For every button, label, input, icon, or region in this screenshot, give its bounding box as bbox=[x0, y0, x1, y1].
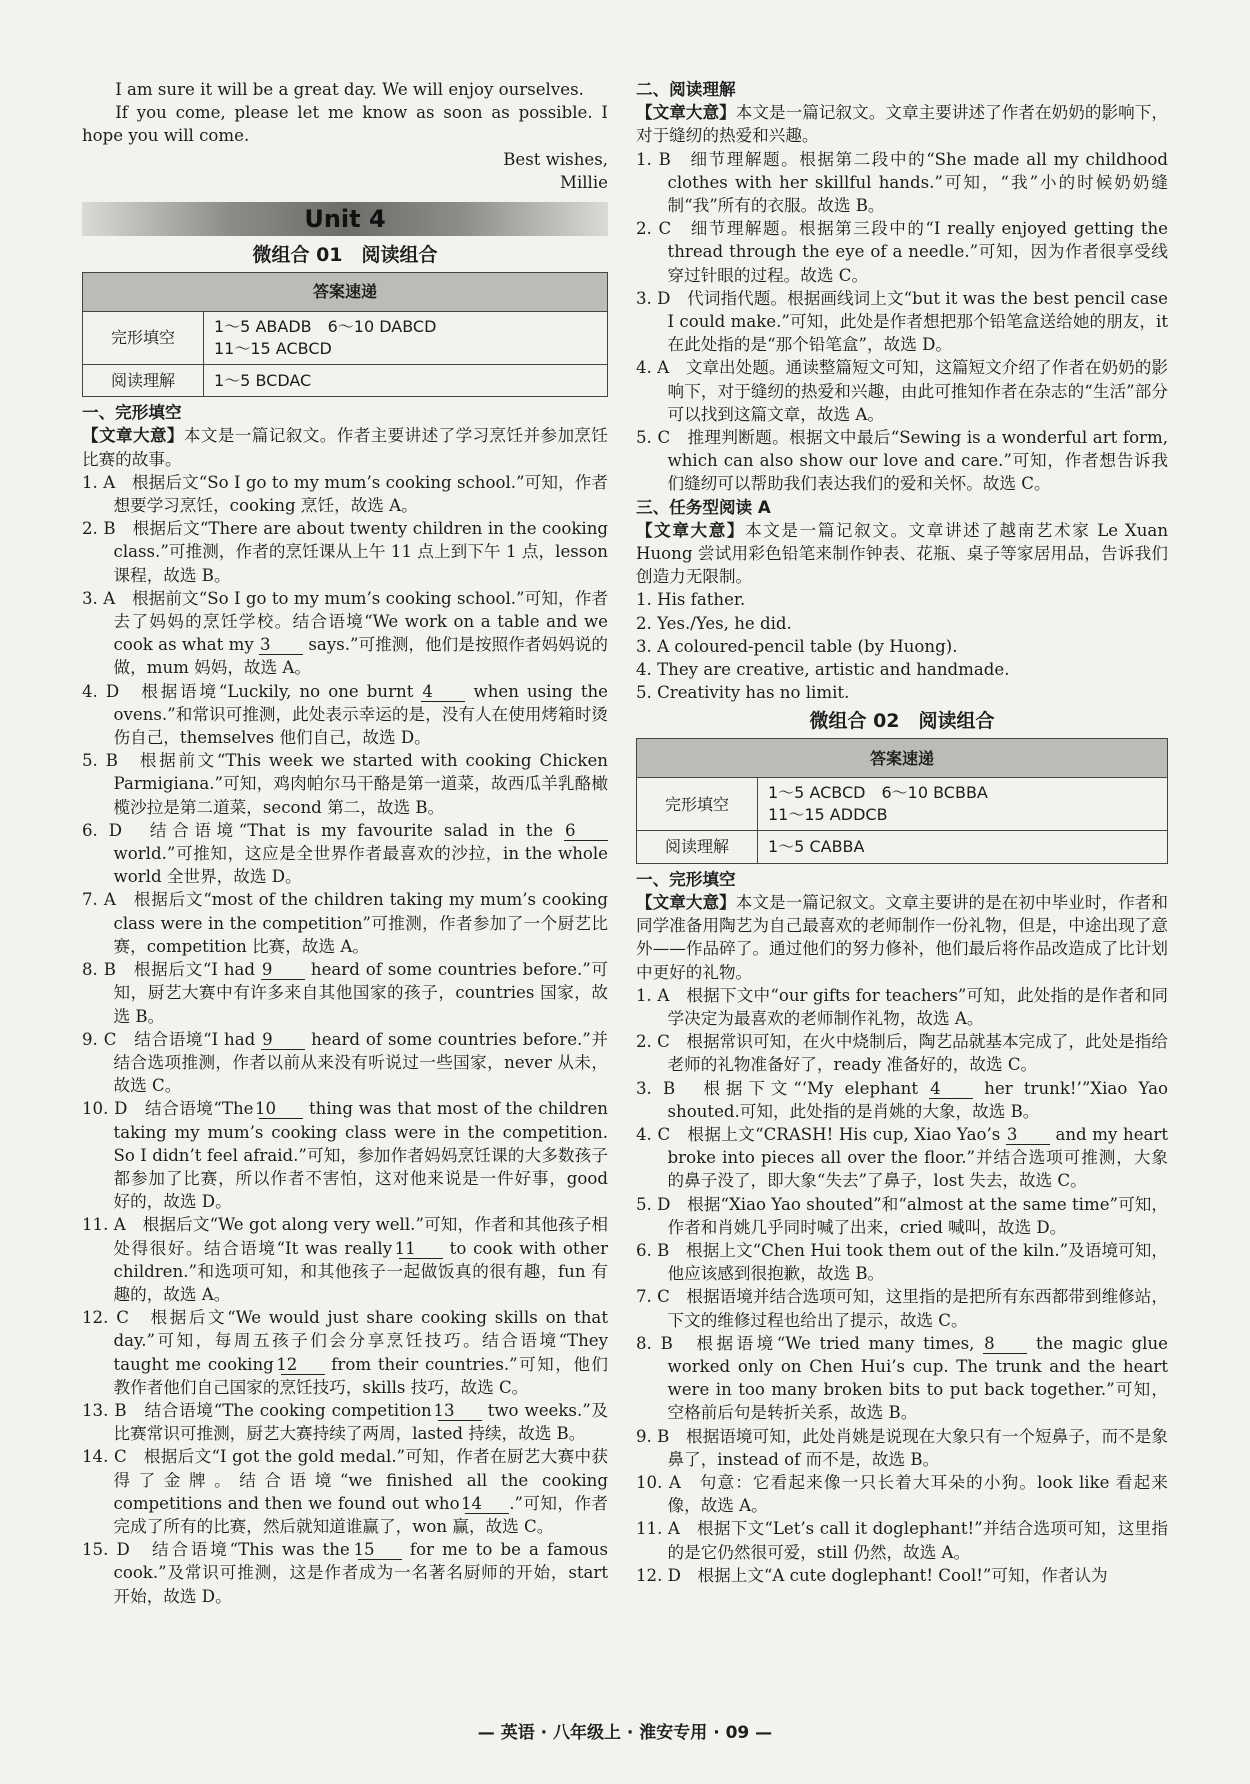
explanation-item bbox=[636, 1285, 1168, 1331]
explanation-item bbox=[82, 1445, 608, 1538]
explanation-item bbox=[82, 749, 608, 819]
answer-line: 4. They are creative, artistic and handmade. bbox=[636, 660, 1010, 680]
explanation-text: 1. A 根据后文“So I go to my mum’s cooking school.”可知，作者想要学习烹饪，cooking 烹饪，故选 A。 bbox=[82, 472, 608, 516]
section-heading: 一、完形填空 bbox=[82, 403, 182, 423]
section-heading: 一、完形填空 bbox=[636, 869, 736, 889]
answer-line: 2. Yes./Yes, he did. bbox=[636, 613, 792, 633]
explanation-text: 6. B 根据上文“Chen Hui took them out of the kiln.”及语境可知，他应该感到很抱歉，故选 B。 bbox=[636, 1240, 1168, 1284]
explanation-text: 8. B 根据语境“We tried many times, bbox=[636, 1333, 984, 1353]
explanation-text: 2. B 根据后文“There are about twenty children in the cooking class.”可推测，作者的烹饪课从上午 11 点上到下午 1 点，lesson 课程，故选 B。 bbox=[82, 519, 608, 585]
explanation-text: from their countries.”可知，他们教作者他们自己国家的烹饪技巧，skills 技巧，故选 C。 bbox=[113, 1354, 608, 1397]
page-footer: — 英语 · 八年级上 · 淮安专用 · 09 — bbox=[477, 1723, 773, 1743]
explanation-item: 4. A 文章出处题。通读整篇短文可知，这篇短文介绍了作者在奶奶的影响下，对于缝纫的热爱和兴趣，由此可推知作者在杂志的“生活”部分可以找到这篇文章，故选 A。 bbox=[636, 358, 1168, 424]
explanation-item bbox=[82, 1097, 608, 1213]
blank-number: 9 bbox=[261, 961, 305, 980]
explanation-text: 5. D 根据“Xiao Yao shouted”和“almost at the same time”可知，作者和肖姚几乎同时喊了出来，cried 喊叫，故选 D。 bbox=[636, 1194, 1168, 1237]
answer-row bbox=[637, 778, 1168, 831]
explanation-text: 2. C 根据常识可知，在火中烧制后，陶艺品就基本完成了，此处是指给老师的礼物准备好了，ready 准备好的，故选 C。 bbox=[636, 1032, 1168, 1075]
summary-text: 本文是一篇记叙文。作者主要讲述了学习烹饪并参加烹饪比赛的故事。 bbox=[82, 426, 609, 469]
explanation-text: heard of some countries before.”并结合选项推测，作者以前从来没有听说过一些国家，never 从未，故选 C。 bbox=[113, 1029, 609, 1096]
answer-line: 5. Creativity has no limit. bbox=[636, 683, 850, 703]
letter-paragraph: I am sure it will be a great day. We will enjoy ourselves. bbox=[115, 80, 584, 99]
unit-title: Unit 4 bbox=[304, 205, 386, 234]
answer-row bbox=[83, 365, 608, 397]
blank-number: 10 bbox=[259, 1100, 303, 1119]
explanation-text: 6. D 结合语境“That is my favourite salad in the bbox=[82, 820, 564, 840]
explanation-text: 14. C 根据后文“I got the gold medal.”可知，作者在厨艺大赛中获得了金牌。结合语境“we finished all the cooking competitions and then we found out who bbox=[82, 1447, 608, 1513]
answer-line: 11～15 ACBCD bbox=[214, 339, 332, 359]
answer-value bbox=[758, 778, 1168, 831]
letter-paragraph: If you come, please let me know as soon as possible. I hope you will come. bbox=[82, 103, 608, 146]
letter-closing: Best wishes, bbox=[503, 149, 608, 169]
explanation-item bbox=[636, 1193, 1168, 1239]
explanation-item bbox=[82, 680, 608, 750]
summary-text: 本文是一篇记叙文。文章讲述了越南艺术家 Le Xuan Huong 尝试用彩色铅笔来制作钟表、花瓶、桌子等家居用品，告诉我们创造力无限制。 bbox=[636, 520, 1169, 587]
explanation-item bbox=[636, 1471, 1168, 1517]
explanation-text: 4. D 根据语境“Luckily, no one burnt bbox=[82, 681, 422, 701]
explanation-text: 3. A 根据前文“So I go to my mum’s cooking school.”可知，作者去了妈妈的烹饪学校。结合语境“We work on a table and we cook as what my bbox=[82, 588, 608, 655]
explanation-text: 7. C 根据语境并结合选项可知，这里指的是把所有东西都带到维修站，下文的维修过程也给出了提示，故选 C。 bbox=[636, 1287, 1168, 1330]
answer-line: 1. His father. bbox=[636, 590, 746, 610]
summary-text: 本文是一篇记叙文。文章主要讲述了作者在奶奶的影响下，对于缝纫的热爱和兴趣。 bbox=[636, 103, 1169, 146]
answer-line: 11～15 ADDCB bbox=[768, 805, 888, 825]
letter-signature: Millie bbox=[559, 172, 608, 192]
explanation-text: 8. B 根据后文“I had bbox=[82, 960, 261, 980]
explanation-text: for me to be a famous cook.”及常识可推测，这是作者成为一名著名厨师的开始，start 开始，故选 D。 bbox=[113, 1540, 608, 1606]
explanation-text: 13. B 结合语境“The cooking competition bbox=[82, 1400, 438, 1420]
explanation-text: .”可知，作者完成了所有的比赛，然后就知道谁赢了，won 赢，故选 C。 bbox=[113, 1493, 608, 1536]
blank-number: 15 bbox=[358, 1541, 402, 1560]
explanation-item bbox=[82, 471, 608, 517]
explanation-text: 7. A 根据后文“most of the children taking my mum’s cooking class were in the competition”可推测，作者参加了一个厨艺比赛，competition 比赛，故选 A。 bbox=[82, 890, 608, 956]
answer-table bbox=[82, 272, 608, 397]
answer-value: 1～5 BCDAC bbox=[204, 365, 608, 397]
blank-number: 12 bbox=[281, 1356, 325, 1375]
section-title: 微组合 01 阅读组合 bbox=[252, 244, 438, 267]
explanation-text: heard of some countries before.”可知，厨艺大赛中有许多来自其他国家的孩子，countries 国家，故选 B。 bbox=[113, 960, 609, 1026]
answer-table-header: 答案速递 bbox=[83, 273, 608, 312]
explanation-item bbox=[636, 1564, 1168, 1587]
explanation-text: and my heart broke into pieces all over the floor.”并结合选项可推测，大象的鼻子没了，即大象“失去”了鼻子，lost 失去，故选 C。 bbox=[667, 1124, 1169, 1191]
explanation-item bbox=[82, 1306, 608, 1399]
answer-value bbox=[204, 312, 608, 365]
explanation-text: her trunk!’”Xiao Yao shouted.可知，此处指的是肖姚的大象，故选 B。 bbox=[667, 1078, 1168, 1121]
summary bbox=[636, 101, 1168, 147]
explanation-item bbox=[636, 1332, 1168, 1425]
summary-tag: 【文章大意】 bbox=[82, 426, 184, 446]
explanation-item bbox=[82, 1213, 608, 1306]
answer-label: 完形填空 bbox=[83, 312, 204, 365]
explanation-item bbox=[636, 1030, 1168, 1076]
blank-number: 3 bbox=[1006, 1126, 1050, 1145]
explanation-item bbox=[82, 1399, 608, 1445]
section-title: 微组合 02 阅读组合 bbox=[809, 710, 995, 733]
explanation-item bbox=[636, 984, 1168, 1030]
blank-number: 14 bbox=[465, 1495, 509, 1514]
explanation-text: two weeks.”及比赛常识可推测，厨艺大赛持续了两周，lasted 持续，故选 B。 bbox=[113, 1400, 608, 1444]
explanation-text: 11. A 根据下文“Let’s call it doglephant!”并结合选项可知，这里指的是它仍然很可爱，still 仍然，故选 A。 bbox=[636, 1519, 1168, 1562]
summary bbox=[636, 891, 1168, 984]
right-column bbox=[636, 78, 1168, 1587]
explanation-text: 10. D 结合语境“The bbox=[82, 1099, 260, 1119]
section-heading: 二、阅读理解 bbox=[636, 80, 736, 99]
answer-table bbox=[636, 738, 1168, 863]
explanation-item bbox=[82, 587, 608, 680]
explanation-text: the magic glue worked only on Chen Hui’s cup. The trunk and the heart were in too many broken bits to put back together.”可知，空格前后句是转折关系，故选 B。 bbox=[667, 1333, 1168, 1423]
explanation-item: 1. B 细节理解题。根据第二段中的“She made all my childhood clothes with her skillful hands.”可知，“我”小的时候奶奶缝制“我”所有的衣服。故选 B。 bbox=[636, 149, 1168, 216]
answer-line: 3. A coloured-pencil table (by Huong). bbox=[636, 636, 958, 656]
explanation-item bbox=[82, 888, 608, 958]
explanation-item bbox=[82, 1028, 608, 1098]
blank-number: 3 bbox=[259, 636, 303, 655]
unit-banner bbox=[82, 202, 608, 236]
blank-number: 11 bbox=[399, 1240, 443, 1259]
explanation-text: 11. A 根据后文“We got along very well.”可知，作者和其他孩子相处得很好。结合语境“It was really bbox=[82, 1215, 608, 1258]
explanation-text: 5. B 根据前文“This week we started with cooking Chicken Parmigiana.”可知，鸡肉帕尔马干酪是第一道菜，故西瓜羊乳酪橄榄沙拉是第二道菜，second 第二，故选 B。 bbox=[82, 751, 608, 817]
explanation-text: 12. C 根据后文“We would just share cooking skills on that day.”可知，每周五孩子们会分享烹饪技巧。结合语境“They taught me cooking bbox=[82, 1308, 608, 1374]
explanation-text: 9. C 结合语境“I had bbox=[82, 1029, 262, 1049]
answer-row bbox=[637, 831, 1168, 863]
explanation-text: when using the ovens.”和常识可推测，此处表示幸运的是，没有人在使用烤箱时烫伤自己，themselves 他们自己，故选 D。 bbox=[113, 681, 608, 748]
explanation-item bbox=[636, 1239, 1168, 1285]
explanation-item bbox=[82, 958, 608, 1028]
answer-label: 阅读理解 bbox=[637, 831, 758, 863]
section-heading: 三、任务型阅读 A bbox=[636, 497, 771, 517]
answer-line: 1～5 ACBCD 6～10 BCBBA bbox=[768, 783, 988, 803]
explanation-text: 10. A 句意：它看起来像一只长着大耳朵的小狗。look like 看起来像，故选 A。 bbox=[636, 1472, 1168, 1516]
explanation-text: thing was that most of the children taking my mum’s cooking class were in the competition. So I didn’t feel afraid.”可知，参加作者妈妈烹饪课的大多数孩子都参加了比赛，所以作者不害怕，这对他来说是一件好事，good 好的，故选 D。 bbox=[113, 1099, 608, 1212]
summary-tag: 【文章大意】 bbox=[636, 892, 736, 912]
explanation-text: 9. B 根据语境可知，此处肖姚是说现在大象只有一个短鼻子，而不是象鼻了，instead of 而不是，故选 B。 bbox=[636, 1426, 1168, 1469]
explanation-text: 1. A 根据下文中“our gifts for teachers”可知，此处指的是作者和同学决定为最喜欢的老师制作礼物，故选 A。 bbox=[636, 985, 1168, 1028]
answer-table-header: 答案速递 bbox=[637, 739, 1168, 778]
explanation-item bbox=[636, 1425, 1168, 1471]
answer-row bbox=[83, 312, 608, 365]
summary-tag: 【文章大意】 bbox=[636, 103, 736, 123]
explanation-item: 2. C 细节理解题。根据第三段中的“I really enjoyed getting the thread through the eye of a needle.”可知，因为作者很享受线穿过针眼的过程。故选 C。 bbox=[636, 219, 1168, 285]
left-column bbox=[82, 78, 608, 1608]
blank-number: 4 bbox=[421, 683, 465, 702]
explanation-item bbox=[636, 1123, 1168, 1193]
answer-label: 完形填空 bbox=[637, 778, 758, 831]
blank-number: 8 bbox=[983, 1335, 1027, 1354]
explanation-text: 15. D 结合语境“This was the bbox=[82, 1540, 358, 1560]
explanation-item bbox=[82, 517, 608, 587]
blank-number: 4 bbox=[929, 1080, 973, 1099]
explanation-text: world.”可推知，这应是全世界作者最喜欢的沙拉，in the whole world 全世界，故选 D。 bbox=[113, 844, 608, 887]
explanation-list bbox=[636, 984, 1168, 1587]
explanation-text: 4. C 根据上文“CRASH! His cup, Xiao Yao’s bbox=[636, 1124, 1006, 1144]
summary-text: 本文是一篇记叙文。文章主要讲的是在初中毕业时，作者和同学准备用陶艺为自己最喜欢的老师制作一份礼物，但是，中途出现了意外——作品碎了。通过他们的努力修补，他们最后将作品改造成了比计划中更好的礼物。 bbox=[636, 892, 1169, 982]
explanation-item bbox=[636, 1517, 1168, 1563]
summary bbox=[636, 519, 1168, 589]
answer-line: 1～5 ABADB 6～10 DABCD bbox=[214, 317, 437, 337]
explanation-item: 3. D 代词指代题。根据画线词上文“but it was the best pencil case I could make.”可知，此处是作者想把那个铅笔盒送给她的朋友，it 在此处指的是“那个铅笔盒”，故选 D。 bbox=[636, 288, 1168, 355]
explanation-item bbox=[636, 1077, 1168, 1123]
summary bbox=[82, 424, 608, 470]
blank-number: 6 bbox=[564, 822, 608, 841]
explanation-text: to cook with other children.”和选项可知，和其他孩子一起做饭真的很有趣，fun 有趣的，故选 A。 bbox=[113, 1238, 608, 1304]
explanation-item bbox=[82, 819, 608, 889]
answer-label: 阅读理解 bbox=[83, 365, 204, 397]
explanation-item: 5. C 推理判断题。根据文中最后“Sewing is a wonderful art form, which can also show our love and care.”可知，作者想告诉我们缝纫可以帮助我们表达我们的爱和关怀。故选 C。 bbox=[636, 428, 1168, 494]
explanation-text: says.”可推测，他们是按照作者妈妈说的做，mum 妈妈，故选 A。 bbox=[113, 635, 608, 678]
explanation-list bbox=[82, 471, 608, 1608]
summary-tag: 【文章大意】 bbox=[636, 520, 746, 540]
blank-number: 9 bbox=[261, 1031, 305, 1050]
explanation-text: 3. B 根据下文“‘My elephant bbox=[636, 1078, 930, 1098]
answer-value: 1～5 CABBA bbox=[758, 831, 1168, 863]
explanation-item bbox=[82, 1538, 608, 1608]
blank-number: 13 bbox=[438, 1402, 482, 1421]
explanation-text: 12. D 根据上文“A cute doglephant! Cool!”可知，作者认为 bbox=[636, 1565, 1108, 1585]
